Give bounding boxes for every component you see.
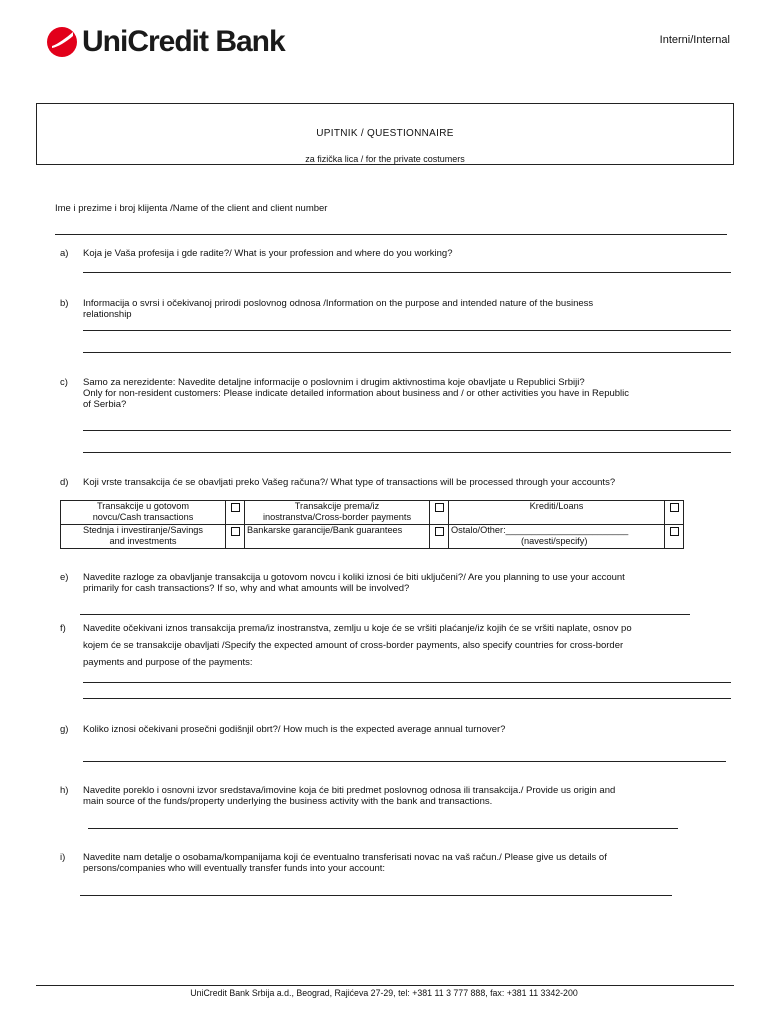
table-row	[61, 501, 684, 525]
table-row	[61, 525, 684, 549]
other-cell	[449, 525, 665, 549]
cross-border-checkbox[interactable]	[430, 501, 449, 525]
checkbox-icon	[670, 503, 679, 512]
checkbox-icon	[231, 503, 240, 512]
question-h-line1: Navedite poreklo i osnovni izvor sredstava/imovine koja će biti predmet poslovnog odnosa ili transakcija./ Provide us origin and	[83, 785, 616, 796]
other-label[interactable]: Ostalo/Other:________________________	[451, 525, 629, 535]
question-f-letter: f)	[60, 623, 66, 634]
client-name-field[interactable]	[55, 234, 727, 235]
cash-transactions-label-1: Transakcije u gotovom	[96, 501, 190, 511]
question-e-line1: Navedite razloge za obavljanje transakcija u gotovom novcu i koliki iznosi će biti uključeni?/ Are you planning to use your account	[83, 572, 625, 583]
checkbox-icon	[670, 527, 679, 536]
checkbox-icon	[231, 527, 240, 536]
answer-c-line-2[interactable]	[83, 452, 731, 453]
footer-contact: UniCredit Bank Srbija a.d., Beograd, Rajićeva 27-29, tel: +381 11 3 777 888, fax: +381 11 3342-200	[190, 988, 578, 998]
question-i-letter: i)	[60, 852, 66, 863]
unicredit-logo	[46, 24, 285, 60]
question-b-letter: b)	[60, 298, 69, 309]
savings-label-1: Stednja i investiranje/Savings	[82, 525, 204, 535]
guarantees-checkbox[interactable]	[430, 525, 449, 549]
question-h-line2: main source of the funds/property underlying the business activity with the bank and transactions.	[83, 796, 493, 807]
question-h-letter: h)	[60, 785, 69, 796]
cross-border-cell	[245, 501, 430, 525]
question-d-text: Koji vrste transakcija će se obavljati preko Vašeg računa?/ What type of transactions will be processed through your accounts?	[83, 477, 616, 488]
document-title: UPITNIK / QUESTIONNAIRE	[316, 128, 454, 139]
loans-cell	[449, 501, 665, 525]
question-c-line3: of Serbia?	[83, 399, 127, 410]
answer-c-line-1[interactable]	[83, 430, 731, 431]
question-c-letter: c)	[60, 377, 68, 388]
other-checkbox[interactable]	[665, 525, 684, 549]
document-subtitle: za fizička lica / for the private costumers	[305, 154, 465, 164]
savings-checkbox[interactable]	[226, 525, 245, 549]
question-f-line2: kojem će se transakcije obavljati /Specify the expected amount of cross-border payments, also specify countries for cross-border	[83, 640, 624, 651]
savings-label-2: and investments	[109, 536, 177, 546]
transaction-types-table	[60, 500, 684, 549]
loans-checkbox[interactable]	[665, 501, 684, 525]
guarantees-label: Bankarske garancije/Bank guarantees	[247, 525, 403, 535]
question-c-line1: Samo za nerezidente: Navedite detaljne informacije o poslovnim i drugim aktivnostima koje obavljate u Republici Srbiji?	[83, 377, 585, 388]
question-g-letter: g)	[60, 724, 69, 735]
answer-b-line-1[interactable]	[83, 330, 731, 331]
checkbox-icon	[435, 527, 444, 536]
loans-label: Krediti/Loans	[529, 501, 584, 511]
question-a-text: Koja je Vaša profesija i gde radite?/ What is your profession and where do you working?	[83, 248, 453, 259]
cash-transactions-cell	[61, 501, 226, 525]
classification-label: Interni/Internal	[659, 34, 730, 46]
question-c-line2: Only for non-resident customers: Please indicate detailed information about business and / or other activities you have in Republic	[83, 388, 630, 399]
question-b-line1: Informacija o svrsi i očekivanoj prirodi poslovnog odnosa /Information on the purpose and intended nature of the business	[83, 298, 594, 309]
question-f-line1: Navedite očekivani iznos transakcija prema/iz inostranstva, zemlju u koje će se vršiti plaćanje/iz kojih će se vršiti naplate, osnov po	[83, 623, 632, 634]
savings-cell	[61, 525, 226, 549]
answer-h-line[interactable]	[88, 828, 678, 829]
question-f-line3: payments and purpose of the payments:	[83, 657, 253, 668]
brand-name: UniCredit Bank	[82, 25, 285, 58]
question-g-text: Koliko iznosi očekivani prosečni godišnjil obrt?/ How much is the expected average annual turnover?	[83, 724, 506, 735]
question-a-letter: a)	[60, 248, 69, 259]
other-specify-hint: (navesti/specify)	[521, 536, 588, 546]
cash-transactions-label-2: novcu/Cash transactions	[92, 512, 194, 522]
question-i-line2: persons/companies who will eventually transfer funds into your account:	[83, 863, 386, 874]
cross-border-label-2: inostranstva/Cross-border payments	[262, 512, 412, 522]
answer-g-line[interactable]	[83, 761, 726, 762]
question-i-line1: Navedite nam detalje o osobama/kompanijama koji će eventualno transferisati novac na vaš račun./ Please give us details of	[83, 852, 607, 863]
client-name-label: Ime i prezime i broj klijenta /Name of the client and client number	[55, 203, 328, 214]
guarantees-cell	[245, 525, 430, 549]
answer-e-line[interactable]	[80, 614, 690, 615]
unicredit-logo-icon	[46, 26, 78, 58]
cash-transactions-checkbox[interactable]	[226, 501, 245, 525]
checkbox-icon	[435, 503, 444, 512]
answer-a-line[interactable]	[83, 272, 731, 273]
question-b-line2: relationship	[83, 309, 132, 320]
question-d-letter: d)	[60, 477, 69, 488]
question-e-letter: e)	[60, 572, 69, 583]
title-box	[36, 103, 734, 164]
answer-f-line-1[interactable]	[83, 682, 731, 683]
cross-border-label-1: Transakcije prema/iz	[294, 501, 380, 511]
answer-b-line-2[interactable]	[83, 352, 731, 353]
question-e-line2: primarily for cash transactions? If so, why and what amounts will be involved?	[83, 583, 410, 594]
footer-divider	[36, 985, 734, 986]
title-divider	[36, 164, 734, 165]
answer-f-line-2[interactable]	[83, 698, 731, 699]
answer-i-line[interactable]	[80, 895, 672, 896]
